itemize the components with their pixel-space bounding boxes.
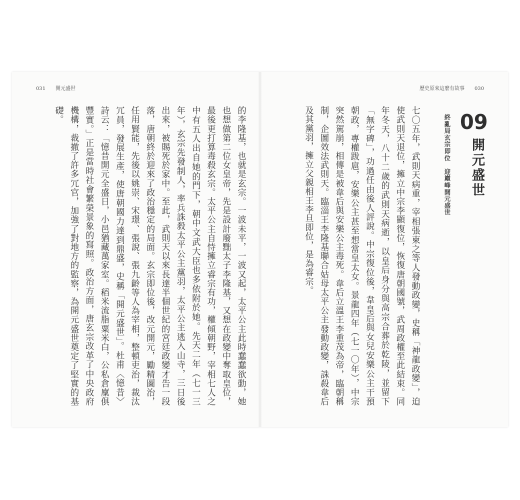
right-running-title: 歷史原來這麼有故事	[419, 86, 465, 92]
book-spread	[12, 72, 508, 427]
left-page-number: 031	[36, 86, 46, 92]
chapter-subtitle: 終亂局玄宗即位 迎巔峰開元盛世	[443, 114, 450, 216]
chapter-title: 開元盛世	[469, 138, 484, 198]
right-page-number: 030	[474, 86, 484, 92]
right-body-text: 七〇五年，武則天病重，宰相張柬之等人發動政變，史稱「神龍政變」，迫使武則天退位，擁立中宗李顯復位，恢復唐朝國號，武周政權至此結束。同年冬天，八十二歲的武則天病逝，以皇后身分與高宗合葬於乾陵，並留下「無字碑」，功過任由後人評說。中宗復位後，韋皇后與女兒安樂公主干預朝政，專權跋扈，安樂公主甚至想當皇太女。景龍四年（七一〇年），中宗突然駕崩，相傳是被韋后與安樂公主毒死。韋后立溫王李重茂為帝，臨朝稱制，企圖效法武則天。臨淄王李隆基聯合姑母太平公主發動政變，誅殺韋后及其黨羽，擁立父親相王李旦即位，是為睿宗。	[303, 106, 420, 406]
left-body-text: 的李隆基，也就是玄宗。一波未平，一波又起，太平公主此時蠢蠢欲動，她也想做第二位女皇帝，先是設計廢黜太子李隆基，又想在政變中奪取皇位，最後更打算毒殺玄宗。太平公主自恃擁立睿宗有功，權傾朝野，宰相七人之中有五人出自她的門下，朝中文武大臣也多依附於她。先天二年（七一三年），玄宗先發制人，率兵誅殺太平公主黨羽，太平公主逃入山寺，三日後出來，被賜死於家中。至此，武則天以來長達半個世紀的宮廷政變才告一段落，唐朝終於迎來了政治穩定的局面。玄宗即位後，改元開元，勵精圖治，任用賢能，先後以姚崇、宋璟、張說、張九齡等人為宰相，整頓吏治，裁汰冗員，發展生產，使唐朝國力達到鼎盛，史稱「開元盛世」。杜甫〈憶昔〉詩云：「憶昔開元全盛日，小邑猶藏萬家室。稻米流脂粟米白，公私倉廩俱豐實。」正是當時社會繁榮景象的寫照。政治方面，唐玄宗改革了中央政府機構，裁撤了許多冗官，加強了對地方的監察，為開元盛世奠定了堅實的基礎。	[53, 106, 246, 406]
right-page-header	[419, 85, 484, 92]
left-page	[12, 72, 260, 427]
left-page-header	[36, 85, 76, 92]
chapter-number: 09	[460, 110, 488, 134]
left-running-title: 開元盛世	[55, 86, 76, 92]
book-gutter	[258, 72, 262, 427]
right-page	[260, 72, 508, 427]
